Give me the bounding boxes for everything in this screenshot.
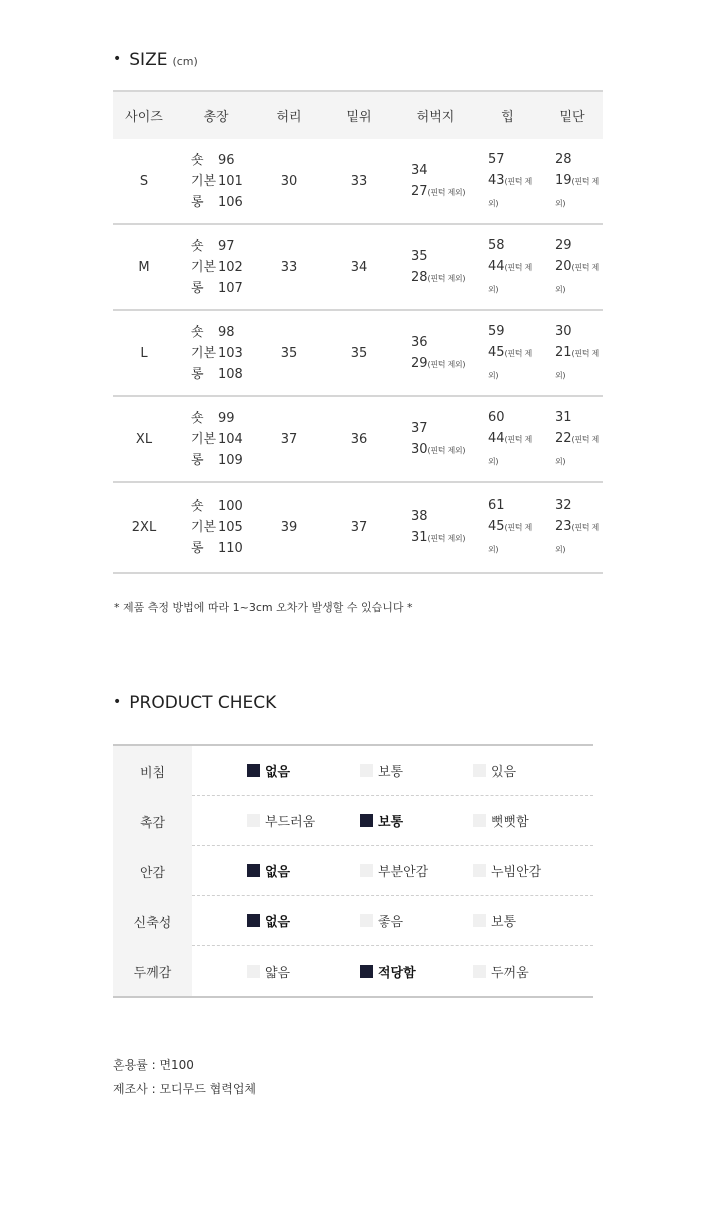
length-line bbox=[191, 450, 257, 471]
product-check-heading bbox=[113, 693, 276, 713]
unchecked-box-icon bbox=[473, 814, 486, 827]
unchecked-box-icon bbox=[473, 764, 486, 777]
hem-cell bbox=[541, 310, 603, 396]
check-option bbox=[473, 796, 529, 845]
check-option bbox=[473, 846, 541, 895]
length-line bbox=[191, 517, 257, 538]
thigh-value: 37 bbox=[411, 420, 428, 436]
hem-value: 28 bbox=[555, 151, 572, 167]
unchecked-box-icon bbox=[360, 914, 373, 927]
length-label: 숏 bbox=[191, 499, 204, 514]
thigh-cell bbox=[397, 396, 474, 482]
check-option-selected bbox=[247, 746, 290, 795]
pintuck-note: (핀턱 제외) bbox=[427, 273, 466, 283]
size-table-header bbox=[113, 91, 603, 139]
length-label: 기본 bbox=[191, 520, 217, 535]
hem-value-excl bbox=[555, 256, 603, 300]
unchecked-box-icon bbox=[473, 864, 486, 877]
length-value: 100 bbox=[218, 499, 243, 514]
thigh-value-excl-number: 30 bbox=[411, 441, 428, 457]
product-check-title: PRODUCT CHECK bbox=[129, 693, 277, 713]
check-options bbox=[192, 746, 593, 796]
unchecked-box-icon bbox=[473, 914, 486, 927]
waist-value: 33 bbox=[257, 224, 321, 310]
length-label: 숏 bbox=[191, 410, 204, 426]
check-label: 비침 bbox=[113, 746, 192, 796]
hip-value-excl-number: 44 bbox=[488, 430, 505, 446]
length-value: 96 bbox=[218, 152, 235, 168]
hem-value-excl bbox=[555, 342, 603, 386]
length-value: 98 bbox=[218, 324, 235, 340]
length-line bbox=[191, 429, 257, 450]
check-option bbox=[473, 746, 516, 795]
thigh-value-excl-number: 28 bbox=[411, 269, 428, 285]
check-option bbox=[473, 946, 529, 996]
header-rise: 밑위 bbox=[321, 91, 397, 139]
waist-value: 39 bbox=[257, 482, 321, 573]
check-option bbox=[247, 796, 315, 845]
material-info: 혼용률 : 면100 bbox=[113, 1058, 194, 1072]
size-footnote: * 제품 측정 방법에 따라 1~3cm 오차가 발생할 수 있습니다 * bbox=[114, 601, 413, 614]
size-unit: (cm) bbox=[172, 55, 198, 68]
check-label: 두께감 bbox=[113, 946, 192, 996]
size-label: 2XL bbox=[113, 482, 175, 573]
check-option-label: 보통 bbox=[378, 815, 404, 830]
length-line bbox=[191, 343, 257, 364]
hem-cell bbox=[541, 224, 603, 310]
length-label: 롱 bbox=[191, 452, 204, 468]
pintuck-note: (핀턱 제외) bbox=[555, 434, 599, 466]
hip-value-excl bbox=[488, 516, 541, 560]
pintuck-note: (핀턱 제외) bbox=[488, 262, 532, 294]
product-info bbox=[113, 1053, 256, 1101]
check-row bbox=[113, 746, 593, 796]
maker-info: 제조사 : 모디무드 협력업체 bbox=[113, 1082, 256, 1096]
hip-value-excl-number: 43 bbox=[488, 172, 505, 188]
pintuck-note: (핀턱 제외) bbox=[427, 359, 466, 369]
check-option bbox=[473, 896, 516, 945]
thigh-cell bbox=[397, 139, 474, 224]
length-value: 104 bbox=[218, 431, 243, 447]
waist-value: 35 bbox=[257, 310, 321, 396]
pintuck-note: (핀턱 제외) bbox=[555, 262, 599, 294]
thigh-value-excl-number: 27 bbox=[411, 183, 428, 199]
rise-value: 35 bbox=[321, 310, 397, 396]
pintuck-note: (핀턱 제외) bbox=[488, 523, 532, 554]
length-line bbox=[191, 257, 257, 278]
pintuck-note: (핀턱 제외) bbox=[555, 176, 599, 208]
length-line bbox=[191, 278, 257, 299]
header-length: 총장 bbox=[175, 91, 257, 139]
length-cell bbox=[175, 482, 257, 573]
rise-value: 36 bbox=[321, 396, 397, 482]
hem-value-excl bbox=[555, 170, 603, 214]
unchecked-box-icon bbox=[473, 965, 486, 978]
pintuck-note: (핀턱 제외) bbox=[555, 348, 599, 380]
length-label: 숏 bbox=[191, 324, 204, 340]
length-value: 108 bbox=[218, 366, 243, 382]
thigh-value: 38 bbox=[411, 509, 428, 524]
length-label: 기본 bbox=[191, 173, 217, 189]
hem-value-excl-number: 22 bbox=[555, 430, 572, 446]
length-cell bbox=[175, 139, 257, 224]
checked-box-icon bbox=[247, 764, 260, 777]
hem-value-excl-number: 21 bbox=[555, 344, 572, 360]
length-cell bbox=[175, 310, 257, 396]
check-option-label: 없음 bbox=[265, 765, 291, 780]
length-value: 106 bbox=[218, 194, 243, 210]
hem-value-excl bbox=[555, 516, 603, 560]
thigh-value: 35 bbox=[411, 248, 428, 264]
check-label: 촉감 bbox=[113, 796, 192, 846]
length-line bbox=[191, 171, 257, 192]
length-label: 숏 bbox=[191, 238, 204, 254]
pintuck-note: (핀턱 제외) bbox=[488, 434, 532, 466]
table-row bbox=[113, 396, 603, 482]
size-title: SIZE bbox=[129, 50, 168, 70]
hip-value: 57 bbox=[488, 151, 505, 167]
check-option-label: 보통 bbox=[491, 915, 517, 930]
thigh-value-excl bbox=[411, 181, 474, 203]
hip-cell bbox=[474, 482, 541, 573]
check-row bbox=[113, 846, 593, 896]
size-section-heading bbox=[113, 50, 198, 70]
hip-value: 61 bbox=[488, 498, 505, 513]
length-label: 롱 bbox=[191, 366, 204, 382]
check-option-label: 뻣뻣함 bbox=[491, 815, 529, 830]
check-option-selected bbox=[360, 796, 403, 845]
check-option-label: 적당함 bbox=[378, 965, 416, 981]
check-option-label: 두꺼움 bbox=[491, 965, 529, 981]
size-table bbox=[113, 90, 603, 574]
length-label: 롱 bbox=[191, 280, 204, 296]
unchecked-box-icon bbox=[247, 814, 260, 827]
checked-box-icon bbox=[247, 914, 260, 927]
table-row bbox=[113, 224, 603, 310]
hip-cell bbox=[474, 224, 541, 310]
thigh-value-excl-number: 29 bbox=[411, 355, 428, 371]
length-value: 97 bbox=[218, 238, 235, 254]
hip-cell bbox=[474, 139, 541, 224]
check-row bbox=[113, 946, 593, 996]
check-option-label: 있음 bbox=[491, 765, 517, 780]
hem-value: 32 bbox=[555, 498, 572, 513]
hem-cell bbox=[541, 482, 603, 573]
pintuck-note: (핀턱 제외) bbox=[555, 523, 599, 554]
checked-box-icon bbox=[360, 965, 373, 978]
header-size: 사이즈 bbox=[113, 91, 175, 139]
hip-value: 59 bbox=[488, 323, 505, 339]
rise-value: 33 bbox=[321, 139, 397, 224]
product-check-table bbox=[113, 744, 593, 998]
hem-cell bbox=[541, 396, 603, 482]
thigh-value-excl bbox=[411, 527, 474, 549]
length-label: 롱 bbox=[191, 194, 204, 210]
hem-cell bbox=[541, 139, 603, 224]
hip-value: 58 bbox=[488, 237, 505, 253]
hip-value: 60 bbox=[488, 409, 505, 425]
length-line bbox=[191, 322, 257, 343]
hip-value-excl-number: 44 bbox=[488, 258, 505, 274]
thigh-cell bbox=[397, 224, 474, 310]
waist-value: 37 bbox=[257, 396, 321, 482]
thigh-value: 36 bbox=[411, 334, 428, 350]
length-value: 107 bbox=[218, 280, 243, 296]
check-option-label: 좋음 bbox=[378, 915, 404, 930]
length-label: 기본 bbox=[191, 345, 217, 361]
check-option-label: 없음 bbox=[265, 865, 291, 880]
length-line bbox=[191, 192, 257, 213]
size-label: S bbox=[113, 139, 175, 224]
checked-box-icon bbox=[360, 814, 373, 827]
thigh-cell bbox=[397, 310, 474, 396]
header-waist: 허리 bbox=[257, 91, 321, 139]
hem-value-excl bbox=[555, 428, 603, 472]
check-option bbox=[360, 846, 428, 895]
length-value: 101 bbox=[218, 173, 243, 189]
bullet: • bbox=[113, 694, 122, 710]
length-line bbox=[191, 538, 257, 559]
length-line bbox=[191, 408, 257, 429]
length-cell bbox=[175, 396, 257, 482]
header-hem: 밑단 bbox=[541, 91, 603, 139]
size-label: L bbox=[113, 310, 175, 396]
bullet: • bbox=[113, 51, 122, 67]
rise-value: 34 bbox=[321, 224, 397, 310]
length-label: 롱 bbox=[191, 541, 204, 556]
unchecked-box-icon bbox=[360, 864, 373, 877]
length-value: 110 bbox=[218, 541, 243, 556]
hem-value-excl-number: 20 bbox=[555, 258, 572, 274]
length-line bbox=[191, 236, 257, 257]
hip-value-excl bbox=[488, 428, 541, 472]
check-option-label: 누빔안감 bbox=[491, 865, 542, 880]
check-row bbox=[113, 896, 593, 946]
pintuck-note: (핀턱 제외) bbox=[488, 348, 532, 380]
thigh-value: 34 bbox=[411, 162, 428, 178]
pintuck-note: (핀턱 제외) bbox=[427, 445, 466, 455]
check-option bbox=[360, 896, 403, 945]
length-value: 102 bbox=[218, 259, 243, 275]
waist-value: 30 bbox=[257, 139, 321, 224]
hem-value: 31 bbox=[555, 409, 572, 425]
size-label: XL bbox=[113, 396, 175, 482]
table-row bbox=[113, 482, 603, 573]
check-label: 신축성 bbox=[113, 896, 192, 946]
hem-value-excl-number: 23 bbox=[555, 519, 572, 534]
hip-cell bbox=[474, 396, 541, 482]
pintuck-note: (핀턱 제외) bbox=[488, 176, 532, 208]
hip-value-excl-number: 45 bbox=[488, 344, 505, 360]
hip-cell bbox=[474, 310, 541, 396]
thigh-cell bbox=[397, 482, 474, 573]
hem-value: 30 bbox=[555, 323, 572, 339]
size-label: M bbox=[113, 224, 175, 310]
header-thigh: 허벅지 bbox=[397, 91, 474, 139]
check-option-label: 보통 bbox=[378, 765, 404, 780]
pintuck-note: (핀턱 제외) bbox=[427, 187, 466, 197]
hem-value-excl-number: 19 bbox=[555, 172, 572, 188]
check-option-selected bbox=[360, 946, 416, 996]
length-label: 기본 bbox=[191, 431, 217, 447]
check-option bbox=[360, 746, 403, 795]
length-line bbox=[191, 150, 257, 171]
check-options bbox=[192, 896, 593, 946]
pintuck-note: (핀턱 제외) bbox=[427, 534, 466, 543]
check-option-selected bbox=[247, 896, 290, 945]
checked-box-icon bbox=[247, 864, 260, 877]
check-option-label: 부드러움 bbox=[265, 815, 316, 830]
check-option-selected bbox=[247, 846, 290, 895]
header-hip: 힙 bbox=[474, 91, 541, 139]
table-row bbox=[113, 310, 603, 396]
table-row bbox=[113, 139, 603, 224]
rise-value: 37 bbox=[321, 482, 397, 573]
thigh-value-excl bbox=[411, 439, 474, 461]
unchecked-box-icon bbox=[360, 764, 373, 777]
length-line bbox=[191, 364, 257, 385]
check-option-label: 부분안감 bbox=[378, 865, 429, 880]
hip-value-excl-number: 45 bbox=[488, 519, 505, 534]
hem-value: 29 bbox=[555, 237, 572, 253]
check-options bbox=[192, 796, 593, 846]
hip-value-excl bbox=[488, 342, 541, 386]
thigh-value-excl bbox=[411, 353, 474, 375]
check-label: 안감 bbox=[113, 846, 192, 896]
hip-value-excl bbox=[488, 256, 541, 300]
length-label: 기본 bbox=[191, 259, 217, 275]
length-value: 103 bbox=[218, 345, 243, 361]
length-value: 105 bbox=[218, 520, 243, 535]
check-options bbox=[192, 946, 593, 996]
check-options bbox=[192, 846, 593, 896]
check-option bbox=[247, 946, 290, 996]
check-option-label: 얇음 bbox=[265, 965, 291, 981]
unchecked-box-icon bbox=[247, 965, 260, 978]
length-label: 숏 bbox=[191, 152, 204, 168]
hip-value-excl bbox=[488, 170, 541, 214]
thigh-value-excl bbox=[411, 267, 474, 289]
length-line bbox=[191, 496, 257, 517]
length-cell bbox=[175, 224, 257, 310]
length-value: 109 bbox=[218, 452, 243, 468]
check-option-label: 없음 bbox=[265, 915, 291, 930]
length-value: 99 bbox=[218, 410, 235, 426]
check-row bbox=[113, 796, 593, 846]
thigh-value-excl-number: 31 bbox=[411, 530, 428, 545]
